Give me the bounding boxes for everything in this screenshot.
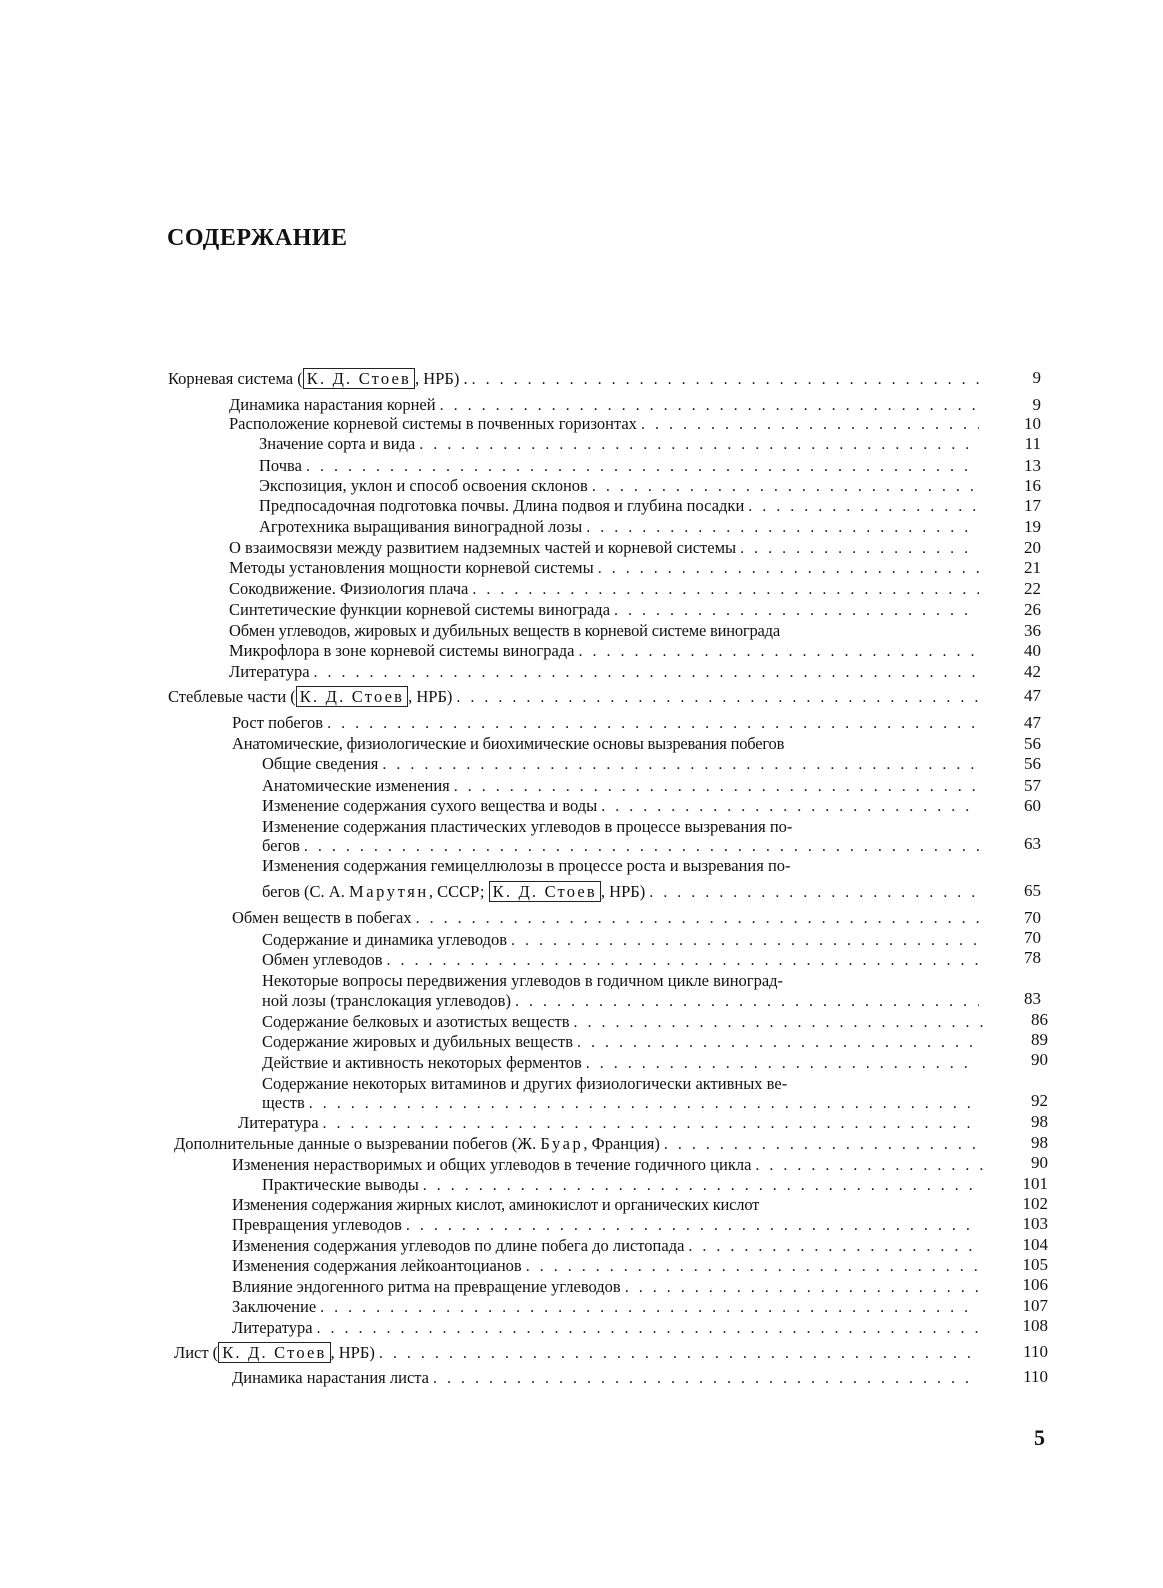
- dot-leader: [577, 1033, 979, 1053]
- dot-leader: [456, 688, 979, 708]
- toc-entry-title: Обмен углеводов: [262, 950, 383, 969]
- toc-entry-title: Заключение: [232, 1297, 317, 1316]
- dot-leader: [306, 457, 979, 477]
- toc-page-number: 108: [1022, 1316, 1048, 1335]
- toc-entry-title: Изменения содержания лейкоантоцианов: [232, 1256, 522, 1275]
- toc-entry-title: Превращения углеводов: [232, 1215, 402, 1234]
- toc-entry[interactable]: [262, 1093, 983, 1113]
- toc-entry-title: Обмен веществ в побегах: [232, 908, 412, 927]
- toc-entry[interactable]: [232, 1215, 983, 1235]
- toc-entry-title: Синтетические функции корневой системы винограда: [229, 600, 611, 619]
- toc-page-number: 47: [1024, 686, 1041, 705]
- toc-page-number: 78: [1024, 948, 1041, 967]
- dot-leader: [598, 559, 979, 579]
- dot-leader: [592, 477, 979, 497]
- toc-page-number: 104: [1022, 1235, 1048, 1254]
- toc-entry-title: Действие и активность некоторых ферментов: [262, 1053, 582, 1072]
- toc-entry-title: Изменения содержания углеводов по длине побега до листопада: [232, 1236, 685, 1255]
- toc-page-number: 102: [1022, 1194, 1048, 1213]
- toc-entry[interactable]: [259, 456, 983, 476]
- author-name: Марутян: [348, 882, 429, 901]
- toc-entry[interactable]: [262, 1012, 997, 1032]
- toc-entry-title: Динамика нарастания корней: [229, 395, 436, 414]
- toc-entry[interactable]: [168, 686, 983, 706]
- toc-entry[interactable]: [232, 1256, 983, 1276]
- dot-leader: [579, 642, 980, 662]
- toc-page-number: 90: [1031, 1050, 1048, 1069]
- toc-entry[interactable]: [259, 434, 983, 454]
- toc-entry[interactable]: [229, 662, 983, 682]
- toc-entry[interactable]: [174, 1134, 983, 1154]
- toc-entry-title: Микрофлора в зоне корневой системы винограда: [229, 641, 575, 660]
- dot-leader: [688, 1237, 979, 1257]
- toc-entry[interactable]: [238, 1113, 983, 1133]
- toc-entry[interactable]: [232, 1368, 983, 1388]
- toc-entry-title: Содержание жировых и дубильных веществ: [262, 1032, 574, 1051]
- toc-page-number: 103: [1022, 1214, 1048, 1233]
- author-box: К. Д. Стоев: [296, 686, 408, 707]
- toc-page-number: 56: [1024, 734, 1041, 753]
- dot-leader: [304, 837, 979, 857]
- dot-leader: [323, 1114, 979, 1134]
- toc-page-number: 86: [1031, 1010, 1048, 1029]
- toc-entry-title: Предпосадочная подготовка почвы. Длина подвоя и глубина посадки: [259, 496, 745, 515]
- toc-page-number: 57: [1024, 776, 1041, 795]
- toc-entry[interactable]: [259, 517, 983, 537]
- toc-page-number: 19: [1024, 517, 1041, 536]
- dot-leader: [320, 1298, 979, 1318]
- toc-page-number: 98: [1031, 1112, 1048, 1131]
- toc-entry-line[interactable]: [262, 971, 983, 991]
- dot-leader: [419, 435, 979, 455]
- toc-entry-title: Литература: [232, 1318, 313, 1337]
- toc-entry[interactable]: [229, 641, 983, 661]
- toc-page-number: 40: [1024, 641, 1041, 660]
- toc-entry-title: Содержание и динамика углеводов: [262, 930, 508, 949]
- toc-entry[interactable]: [229, 538, 983, 558]
- toc-entry[interactable]: [262, 776, 983, 796]
- dot-leader: [748, 497, 979, 517]
- toc-entry-line[interactable]: [262, 856, 983, 876]
- author-box: К. Д. Стоев: [489, 881, 601, 902]
- toc-page-number: 63: [1024, 834, 1041, 853]
- toc-entry[interactable]: [229, 579, 983, 599]
- toc-page-number: 13: [1024, 456, 1041, 475]
- toc-page-number: 110: [1023, 1367, 1048, 1386]
- dot-leader: [755, 1156, 988, 1176]
- toc-entry-line[interactable]: [262, 1074, 983, 1094]
- toc-entry-title: Лист ( К. Д. Стоев , НРБ): [174, 1343, 375, 1362]
- dot-leader: [641, 415, 979, 435]
- toc-entry-line[interactable]: [262, 817, 983, 837]
- toc-page-number: 10: [1024, 414, 1041, 433]
- toc-entry-title: Анатомические, физиологические и биохимические основы вызревания побегов: [232, 734, 785, 753]
- toc-page-number: 60: [1024, 796, 1041, 815]
- dot-leader: [387, 951, 980, 971]
- toc-page-number: 9: [1032, 395, 1041, 414]
- toc-entry[interactable]: [229, 621, 983, 641]
- toc-page-number: 105: [1022, 1255, 1048, 1274]
- toc-page-number: 98: [1031, 1133, 1048, 1152]
- toc-page-number: 70: [1024, 928, 1041, 947]
- toc-entry-title: Некоторые вопросы передвижения углеводов в годичном цикле виноград-: [262, 971, 784, 990]
- dot-leader: [314, 663, 979, 683]
- author-box: К. Д. Стоев: [218, 1342, 330, 1363]
- toc-entry[interactable]: [259, 496, 983, 516]
- dot-leader: [664, 1135, 979, 1155]
- toc-entry-title: Рост побегов: [232, 713, 324, 732]
- toc-entry-title: Значение сорта и вида: [259, 434, 416, 453]
- toc-page-number: 83: [1024, 989, 1041, 1008]
- toc-entry-title: Литература: [229, 662, 310, 681]
- toc-entry[interactable]: [232, 1297, 983, 1317]
- toc-entry-title: Динамика нарастания листа: [232, 1368, 430, 1387]
- toc-entry[interactable]: [232, 1318, 983, 1338]
- page-number: 5: [1034, 1425, 1045, 1450]
- page-title: СОДЕРЖАНИЕ: [167, 225, 348, 251]
- toc-entry[interactable]: [262, 1032, 983, 1052]
- toc-entry[interactable]: [262, 754, 983, 774]
- toc-page-number: 89: [1031, 1030, 1048, 1049]
- toc-page-number: 9: [1032, 368, 1041, 387]
- author-name: Буар: [540, 1134, 584, 1153]
- toc-entry-title: Изменения содержания гемицеллюлозы в процессе роста и вызревания по-: [262, 856, 791, 875]
- dot-leader: [416, 909, 979, 929]
- toc-entry-title: Корневая система ( К. Д. Стоев , НРБ) .: [168, 369, 468, 388]
- toc-entry[interactable]: [232, 908, 983, 928]
- toc-page-number: 36: [1024, 621, 1041, 640]
- toc-entry-title: Изменение содержания сухого вещества и воды: [262, 796, 598, 815]
- toc-page-number: 16: [1024, 476, 1041, 495]
- toc-entry-title: О взаимосвязи между развитием надземных частей и корневой системы: [229, 538, 737, 557]
- toc-entry-title: Практические выводы: [262, 1175, 419, 1194]
- dot-leader: [472, 370, 979, 390]
- author-box: К. Д. Стоев: [303, 368, 415, 389]
- toc-entry-title-cont: бегов (С. А. Марутян, СССР; К. Д. Стоев , НРБ): [262, 882, 646, 901]
- toc-entry-title: Изменения содержания жирных кислот, аминокислот и органических кислот: [232, 1195, 760, 1214]
- toc-page-number: 70: [1024, 908, 1041, 927]
- toc-entry[interactable]: [174, 1342, 983, 1362]
- toc-entry[interactable]: [262, 991, 983, 1011]
- toc-entry-title: Анатомические изменения: [262, 776, 450, 795]
- toc-page-number: 110: [1023, 1342, 1048, 1361]
- toc-page-number: 101: [1022, 1174, 1048, 1193]
- toc-entry-title: Литература: [238, 1113, 319, 1132]
- toc-entry-title: Дополнительные данные о вызревании побегов (Ж. Буар, Франция): [174, 1134, 660, 1153]
- toc-entry-title: Содержание белковых и азотистых веществ: [262, 1012, 570, 1031]
- toc-entry-title: Влияние эндогенного ритма на превращение углеводов: [232, 1277, 621, 1296]
- toc-entry-title: Методы установления мощности корневой системы: [229, 558, 594, 577]
- toc-entry-title: Агротехника выращивания виноградной лозы: [259, 517, 583, 536]
- dot-leader: [601, 797, 979, 817]
- toc-page-number: 21: [1024, 558, 1041, 577]
- dot-leader: [309, 1094, 979, 1114]
- dot-leader: [327, 714, 979, 734]
- toc-entry-title: Обмен углеводов, жировых и дубильных веществ в корневой системе винограда: [229, 621, 780, 640]
- toc-entry-title: Сокодвижение. Физиология плача: [229, 579, 469, 598]
- toc-entry[interactable]: [232, 713, 983, 733]
- toc-entry[interactable]: [229, 414, 983, 434]
- toc-entry-title: Расположение корневой системы в почвенных горизонтах: [229, 414, 637, 433]
- dot-leader: [526, 1257, 979, 1277]
- toc-entry[interactable]: [262, 950, 983, 970]
- toc-entry[interactable]: [262, 796, 983, 816]
- toc-page-number: 17: [1024, 496, 1041, 515]
- dot-leader: [515, 992, 979, 1012]
- toc-entry[interactable]: [262, 930, 983, 950]
- toc-entry-title-cont: ществ: [262, 1093, 305, 1112]
- toc-entry[interactable]: [259, 476, 983, 496]
- toc-entry-title: Содержание некоторых витаминов и других физиологически активных ве-: [262, 1074, 788, 1093]
- toc-entry-title: Изменения нерастворимых и общих углеводов в течение годичного цикла: [232, 1155, 752, 1174]
- dot-leader: [511, 931, 979, 951]
- toc-entry[interactable]: [232, 1277, 983, 1297]
- toc-entry-title: Общие сведения: [262, 754, 379, 773]
- toc-page-number: 65: [1024, 881, 1041, 900]
- dot-leader: [423, 1176, 979, 1196]
- toc-entry[interactable]: [262, 1053, 983, 1073]
- dot-leader: [586, 518, 979, 538]
- toc-entry-title-cont: ной лозы (транслокация углеводов): [262, 991, 511, 1010]
- toc-entry-title: Изменение содержания пластических углеводов в процессе вызревания по-: [262, 817, 793, 836]
- toc-entry[interactable]: [262, 881, 983, 901]
- toc-entry[interactable]: [229, 395, 983, 415]
- dot-leader: [740, 539, 979, 559]
- dot-leader: [317, 1319, 979, 1339]
- toc-page-number: 106: [1022, 1275, 1048, 1294]
- dot-leader: [472, 580, 979, 600]
- toc-page-number: 92: [1031, 1091, 1048, 1110]
- dot-leader: [614, 601, 979, 621]
- dot-leader: [625, 1278, 979, 1298]
- toc-entry[interactable]: [262, 836, 983, 856]
- toc-entry[interactable]: [229, 558, 983, 578]
- toc-entry-title: Экспозиция, уклон и способ освоения склонов: [259, 476, 588, 495]
- toc-page-number: 26: [1024, 600, 1041, 619]
- dot-leader: [649, 883, 979, 903]
- toc-page-number: 11: [1024, 434, 1041, 453]
- dot-leader: [586, 1054, 979, 1074]
- toc-entry-title: Стеблевые части ( К. Д. Стоев , НРБ): [168, 687, 453, 706]
- toc-entry[interactable]: [262, 1175, 983, 1195]
- toc-page-number: 107: [1022, 1296, 1048, 1315]
- toc-entry[interactable]: [232, 734, 983, 754]
- dot-leader: [379, 1344, 979, 1364]
- toc-entry[interactable]: [232, 1236, 983, 1256]
- toc-page-number: 42: [1024, 662, 1041, 681]
- toc-entry-title: Почва: [259, 456, 302, 475]
- toc-entry[interactable]: [232, 1155, 992, 1175]
- toc-page-number: 47: [1024, 713, 1041, 732]
- dot-leader: [382, 755, 979, 775]
- dot-leader: [574, 1013, 993, 1033]
- toc-entry[interactable]: [168, 368, 983, 388]
- dot-leader: [454, 777, 979, 797]
- toc-page-number: 56: [1024, 754, 1041, 773]
- dot-leader: [406, 1216, 979, 1236]
- toc-page-number: 22: [1024, 579, 1041, 598]
- toc-page-number: 20: [1024, 538, 1041, 557]
- dot-leader: [433, 1369, 979, 1389]
- toc-entry[interactable]: [229, 600, 983, 620]
- toc-entry-title-cont: бегов: [262, 836, 300, 855]
- dot-leader: [440, 396, 979, 416]
- toc-entry[interactable]: [232, 1195, 992, 1215]
- toc-page-number: 90: [1031, 1153, 1048, 1172]
